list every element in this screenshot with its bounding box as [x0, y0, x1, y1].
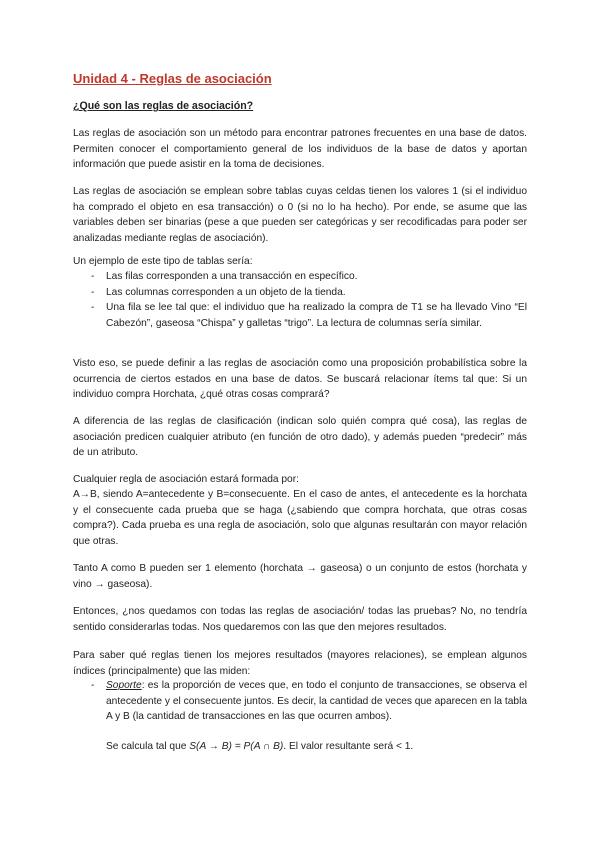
paragraph-rule-form-title: Cualquier regla de asociación estará formada por:	[73, 474, 299, 485]
paragraph-indices: Para saber qué reglas tienen los mejores resultados (mayores relaciones), se emplean algunos índices (principalmente) que las miden:	[73, 650, 527, 677]
paragraph-intro: Las reglas de asociación son un método para encontrar patrones frecuentes en una base de datos. Permiten conocer el comportamiento general de los individuos de la base de datos y aportan información que puede asistir en la toma de decisiones.	[73, 128, 527, 170]
indices-list	[73, 678, 527, 725]
formula-prefix: Se calcula tal que	[106, 741, 190, 752]
paragraph-difference: A diferencia de las reglas de clasificación (indican solo quién compra qué cosa), las reglas de asociación predicen cualquier atributo (en función de otro dado), y además pueden “predecir” más de un atributo.	[73, 416, 527, 458]
support-description: : es la proporción de veces que, en todo el conjunto de transacciones, se observa el antecedente y el consecuente juntos. Es decir, la cantidad de veces que aparecen en la tabla A y B (la cantidad de transacciones en las que ocurren ambos).	[106, 680, 527, 722]
list-item: - Una fila se lee tal que: el individuo que ha realizado la compra de T1 se ha llevado Vino “El Cabezón”, gaseosa “Chispa” y galletas “trigo”. La lectura de columnas sería similar.	[73, 300, 527, 331]
list-item: - Las filas corresponden a una transacción en específico.	[73, 269, 527, 285]
paragraph-elements: Tanto A como B pueden ser 1 elemento (horchata → gaseosa) o un conjunto de estos (horchata y vino → gaseosa).	[73, 563, 527, 590]
section-heading: ¿Qué son las reglas de asociación?	[73, 100, 254, 112]
paragraph-rule-form: A→B, siendo A=antecedente y B=consecuente. En el caso de antes, el antecedente es la horchata y el consecuente cada prueba que se haga (¿sabiendo que compra horchata, que otras cosas compra?). Cada prueba es una regla de asociación, solo que algunas resultarán con mayor relación que otras.	[73, 489, 527, 547]
list-item	[73, 678, 527, 725]
page-title: Unidad 4 - Reglas de asociación	[73, 71, 272, 86]
list-item: - Las columnas corresponden a un objeto de la tienda.	[73, 285, 527, 301]
support-formula: S(A → B) = P(A ∩ B)	[189, 741, 284, 752]
formula-line	[106, 739, 413, 755]
paragraph-definition: Visto eso, se puede definir a las reglas de asociación como una proposición probabilística sobre la ocurrencia de ciertos estados en una base de datos. Se buscará relacionar ítems tal que: Si un individuo compra Horchata, ¿qué otras cosas comprará?	[73, 358, 527, 400]
support-term: Soporte	[106, 680, 142, 691]
paragraph-example-intro: Un ejemplo de este tipo de tablas sería:	[73, 256, 253, 267]
paragraph-tables: Las reglas de asociación se emplean sobre tablas cuyas celdas tienen los valores 1 (si el individuo ha comprado el objeto en esa transacción) o 0 (si no lo ha hecho). Por ende, se asume que las variables deben ser binarias (pese a que pueden ser categóricas y ser recodificadas para poder ser analizadas mediante reglas de asociación).	[73, 186, 527, 244]
paragraph-filter: Entonces, ¿nos quedamos con todas las reglas de asociación/ todas las pruebas? No, no tendría sentido considerarlas todas. Nos quedaremos con las que den mejores resultados.	[73, 606, 527, 633]
example-list	[73, 269, 527, 331]
formula-suffix: . El valor resultante será < 1.	[283, 741, 414, 752]
